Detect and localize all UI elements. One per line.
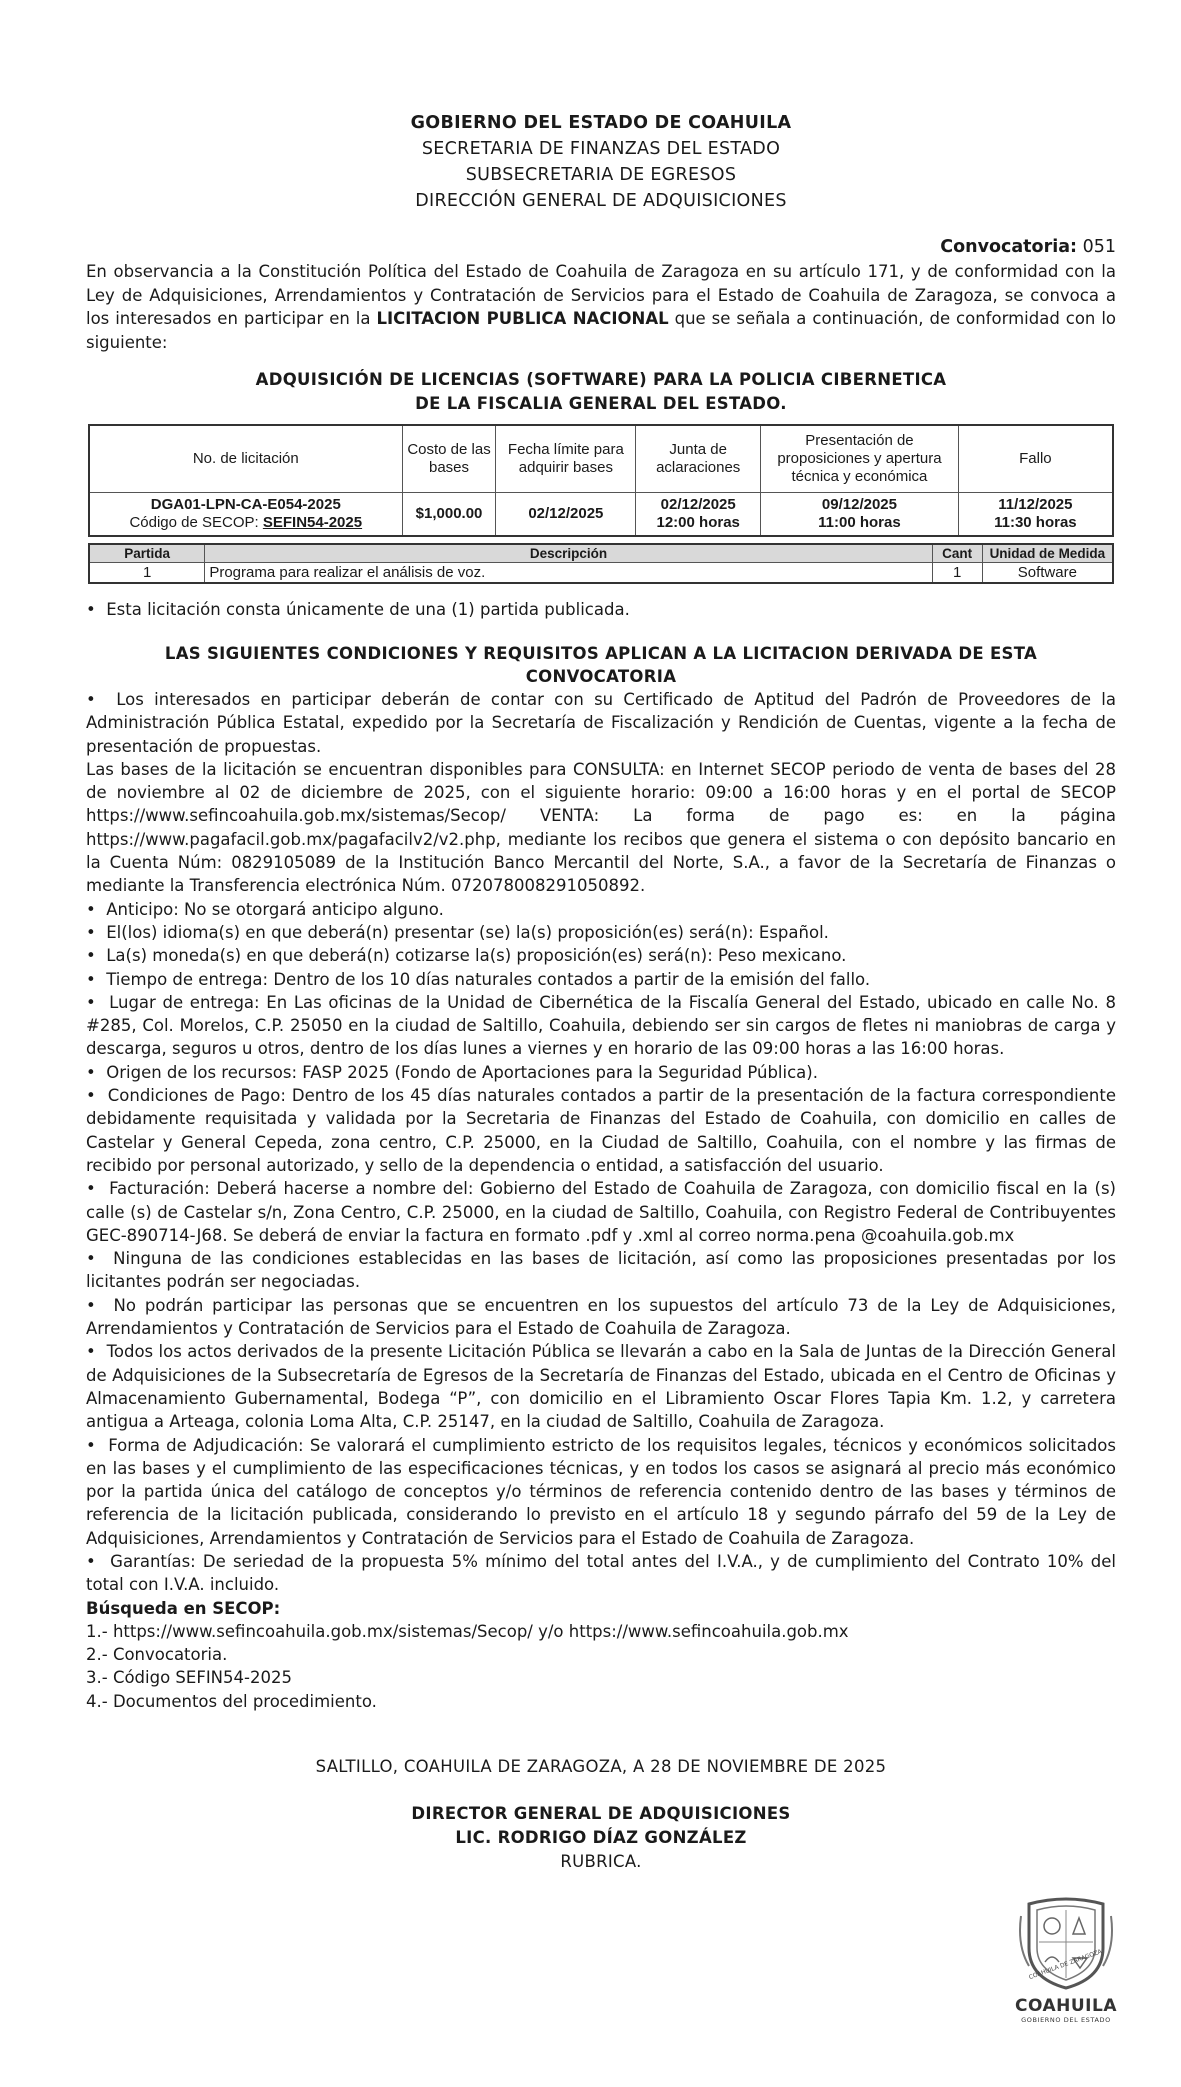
condiciones-title (86, 642, 1116, 688)
partida-descripcion: Programa para realizar el análisis de voz. (205, 563, 932, 584)
col-unidad: Unidad de Medida (982, 544, 1113, 563)
busqueda-step-2: 2.- Convocatoria. (86, 1645, 228, 1665)
objeto-line-1: ADQUISICIÓN DE LICENCIAS (SOFTWARE) PARA LA POLICIA CIBERNETICA (255, 370, 947, 389)
signature-rubrica: RUBRICA. (560, 1852, 642, 1872)
list-item: • Ninguna de las condiciones establecidas en las bases de licitación, así como las proposiciones presentadas por los licitantes podrán ser negociadas. (86, 1249, 1116, 1292)
cell-costo: $1,000.00 (402, 493, 496, 537)
condiciones-title-2: CONVOCATORIA (525, 667, 677, 686)
table-row (89, 563, 1113, 584)
list-item: • Garantías: De seriedad de la propuesta 5% mínimo del total antes del I.V.A., y de cumplimiento del Contrato 10% del total con I.V.A. incluido. (86, 1551, 1116, 1595)
licitacion-numero: DGA01-LPN-CA-E054-2025 (150, 496, 341, 513)
list-item: • Anticipo: No se otorgará anticipo alguno. (86, 899, 444, 919)
coat-of-arms-icon (1017, 1896, 1115, 1992)
col-junta: Junta de aclaraciones (636, 425, 761, 493)
condiciones-title-1: LAS SIGUIENTES CONDICIONES Y REQUISITOS APLICAN A LA LICITACION DERIVADA DE ESTA (164, 644, 1038, 663)
coahuila-logo (1006, 1896, 1126, 2026)
cell-numero (89, 493, 402, 537)
busqueda-step-4: 4.- Documentos del procedimiento. (86, 1691, 377, 1711)
cond-idioma: El(los) idioma(s) en que deberá(n) presentar (se) la(s) proposición(es) será(n): Español. (106, 922, 829, 942)
partida-cant: 1 (932, 563, 982, 584)
col-costo: Costo de las bases (402, 425, 496, 493)
cond-origen: Origen de los recursos: FASP 2025 (Fondo de Aportaciones para la Seguridad Pública). (106, 1062, 818, 1082)
convocatoria-label: Convocatoria: (940, 237, 1078, 257)
list-item: • La(s) moneda(s) en que deberá(n) cotizarse la(s) proposición(es) será(n): Peso mexicano. (86, 946, 847, 966)
licitacion-table-header (89, 425, 1113, 493)
list-item: • Origen de los recursos: FASP 2025 (Fondo de Aportaciones para la Seguridad Pública). (86, 1062, 818, 1082)
header-government: GOBIERNO DEL ESTADO DE COAHUILA (410, 113, 792, 133)
col-numero: No. de licitación (89, 425, 402, 493)
cond-adjudicacion: Forma de Adjudicación: Se valorará el cumplimiento estricto de los requisitos legales, técnicos y económicos solicitados en las bases y el cumplimiento de las especificaciones técnicas, y en todos los casos se asignará al precio más económico por la partida única del catálogo de conceptos y/o términos de referencia contenido dentro de las bases y términos de referencia de la licitación publicada, considerando lo previsto en el artículo 18 y segundo párrafo del 59 de la Ley de Adquisiciones, Arrendamientos y Contratación de Servicios para el Estado de Coahuila de Zaragoza. (86, 1435, 1116, 1548)
cond-moneda: La(s) moneda(s) en que deberá(n) cotizarse la(s) proposición(es) será(n): Peso mexicano. (106, 946, 847, 966)
presentacion-hora: 11:00 horas (818, 514, 901, 531)
list-item (86, 758, 1116, 898)
presentacion-fecha: 09/12/2025 (821, 496, 897, 513)
intro-text-2: que se señala a continuación, de conformidad con lo siguiente: (86, 309, 1117, 352)
logo-seal-text: COAHUILA DE ZARAGOZA (1028, 1948, 1103, 1982)
signature-nombre: LIC. RODRIGO DÍAZ GONZÁLEZ (455, 1828, 747, 1848)
busqueda-secop (86, 1597, 1116, 1713)
cond-lugar: Lugar de entrega: En Las oficinas de la Unidad de Cibernética de la Fiscalía General del Estado, ubicado en calle No. 8 #285, Col. Morelos, C.P. 25050 en la ciudad de Saltillo, Coahuila, debiendo ser sin cargos de fletes ni maniobras de carga y descarga, seguros u otros, dentro de los días lunes a viernes y en horario de las 09:00 horas a las 16:00 horas. (86, 992, 1116, 1059)
junta-fecha: 02/12/2025 (660, 496, 736, 513)
cond-facturacion: Facturación: Deberá hacerse a nombre del: Gobierno del Estado de Coahuila de Zaragoza, con domicilio fiscal en la (s) calle (s) de Castelar s/n, Zona Centro, C.P. 25000, en la ciudad de Saltillo, Coahuila, con Registro Federal de Contribuyentes GEC-890714-J68. Se deberá de enviar la factura en formato .pdf y .xml al correo norma.pena @coahuila.gob.mx (86, 1179, 1116, 1245)
codigo-label: Código de SECOP: (129, 514, 263, 531)
list-item: • Los interesados en participar deberán de contar con su Certificado de Aptitud del Padrón de Proveedores de la Administración Pública Estatal, expedido por la Secretaría de Fiscalización y Rendición de Cuentas, vigente a la fecha de presentación de propuestas. (86, 690, 1116, 756)
intro-paragraph (86, 260, 1116, 354)
intro-bold: LICITACION PUBLICA NACIONAL (376, 309, 669, 328)
col-cant: Cant (932, 544, 982, 563)
fallo-fecha: 11/12/2025 (998, 496, 1073, 513)
junta-hora: 12:00 horas (656, 514, 740, 531)
col-partida: Partida (89, 544, 205, 563)
partidas-table (88, 543, 1114, 584)
list-item: • El(los) idioma(s) en que deberá(n) presentar (se) la(s) proposición(es) será(n): Español. (86, 922, 829, 942)
busqueda-title: Búsqueda en SECOP: (86, 1598, 281, 1618)
col-descripcion: Descripción (205, 544, 932, 563)
col-presentacion: Presentación de proposiciones y apertura técnica y económica (761, 425, 959, 493)
cond-articulo73: No podrán participar las personas que se encuentren en los supuestos del artículo 73 de la Ley de Adquisiciones, Arrendamientos y Contratación de Servicios para el Estado de Coahuila de Zaragoza. (86, 1295, 1116, 1339)
partidas-header (89, 544, 1113, 563)
cond-bases: Las bases de la licitación se encuentran disponibles para CONSULTA: en Internet SECOP periodo de venta de bases del 28 de noviembre al 02 de diciembre de 2025, con el siguiente horario: 09:00 a 16:00 horas y en el portal de SECOP https://www.sefincoahuila.gob.mx/sistemas/Secop/ VENTA: La forma de pago es: en la página https://www.pagafacil.gob.mx/pagafacilv2/v2.php, mediante los recibos que genera el sistema o con depósito bancario en la Cuenta Núm: 0829105089 de la Institución Banco Mercantil del Norte, S.A., a favor de la Secretaría de Finanzas o mediante la Transferencia electrónica Núm. 072078008291050892. (86, 759, 1116, 896)
partida-unidad: Software (982, 563, 1113, 584)
cond-garantias: Garantías: De seriedad de la propuesta 5% mínimo del total antes del I.V.A., y de cumplimiento del Contrato 10% del total con I.V.A. incluido. (86, 1551, 1116, 1595)
cond-negociacion: Ninguna de las condiciones establecidas en las bases de licitación, así como las proposiciones presentadas por los licitantes podrán ser negociadas. (86, 1249, 1116, 1292)
cell-fallo (958, 493, 1113, 537)
condiciones-list (86, 688, 1116, 1597)
document-header (86, 110, 1116, 214)
busqueda-step-3: 3.- Código SEFIN54-2025 (86, 1668, 292, 1688)
col-fallo: Fallo (958, 425, 1113, 493)
cond-actos: Todos los actos derivados de la presente Licitación Pública se llevarán a cabo en la Sala de Juntas de la Dirección General de Adquisiciones de la Subsecretaría de Egresos de la Secretaría de Finanzas del Estado, ubicada en el Centro de Oficinas y Almacenamiento Gubernamental, Bodega “P”, con domicilio en el Libramiento Oscar Flores Tapia Km. 1.2, y carretera antigua a Arteaga, colonia Loma Alta, C.P. 25147, en la ciudad de Saltillo, Coahuila de Zaragoza. (86, 1342, 1116, 1432)
objeto-line-2: DE LA FISCALIA GENERAL DEL ESTADO. (415, 394, 787, 413)
list-item: • Todos los actos derivados de la presente Licitación Pública se llevarán a cabo en la Sala de Juntas de la Dirección General de Adquisiciones de la Subsecretaría de Egresos de la Secretaría de Finanzas del Estado, ubicada en el Centro de Oficinas y Almacenamiento Gubernamental, Bodega “P”, con domicilio en el Libramiento Oscar Flores Tapia Km. 1.2, y carretera antigua a Arteaga, colonia Loma Alta, C.P. 25147, en la ciudad de Saltillo, Coahuila de Zaragoza. (86, 1342, 1116, 1432)
logo-name: COAHUILA (1015, 1996, 1117, 2016)
list-item: • Forma de Adjudicación: Se valorará el cumplimiento estricto de los requisitos legales, técnicos y económicos solicitados en las bases y el cumplimiento de las especificaciones técnicas, y en todos los casos se asignará al precio más económico por la partida única del catálogo de conceptos y/o términos de referencia contenido dentro de las bases y términos de referencia de la licitación publicada, considerando lo previsto en el artículo 18 y segundo párrafo del 59 de la Ley de Adquisiciones, Arrendamientos y Contratación de Servicios para el Estado de Coahuila de Zaragoza. (86, 1435, 1116, 1548)
cell-junta (636, 493, 761, 537)
nota-partida: • Esta licitación consta únicamente de una (1) partida publicada. (86, 600, 630, 619)
cond-anticipo: Anticipo: No se otorgará anticipo alguno. (106, 899, 444, 919)
list-item: • Lugar de entrega: En Las oficinas de la Unidad de Cibernética de la Fiscalía General del Estado, ubicado en calle No. 8 #285, Col. Morelos, C.P. 25050 en la ciudad de Saltillo, Coahuila, debiendo ser sin cargos de fletes ni maniobras de carga y descarga, seguros u otros, dentro de los días lunes a viernes y en horario de las 09:00 horas a las 16:00 horas. (86, 992, 1116, 1059)
convocatoria-document (86, 110, 1116, 1874)
cell-fecha-limite: 02/12/2025 (496, 493, 636, 537)
col-fecha-limite: Fecha límite para adquirir bases (496, 425, 636, 493)
list-item: • No podrán participar las personas que se encuentren en los supuestos del artículo 73 de la Ley de Adquisiciones, Arrendamientos y Contratación de Servicios para el Estado de Coahuila de Zaragoza. (86, 1295, 1116, 1339)
signature-block (86, 1802, 1116, 1874)
nota-partida-text: Esta licitación consta únicamente de una (1) partida publicada. (106, 600, 630, 619)
fecha-lugar: SALTILLO, COAHUILA DE ZARAGOZA, A 28 DE NOVIEMBRE DE 2025 (315, 1757, 887, 1777)
licitacion-table-row (89, 493, 1113, 537)
logo-subtitle: GOBIERNO DEL ESTADO (1021, 2016, 1111, 2024)
licitacion-table (88, 424, 1114, 537)
header-secretaria: SECRETARIA DE FINANZAS DEL ESTADO (421, 139, 781, 159)
fallo-hora: 11:30 horas (994, 514, 1077, 531)
cond-tiempo: Tiempo de entrega: Dentro de los 10 días naturales contados a partir de la emisión del fallo. (106, 969, 871, 989)
list-item: • Condiciones de Pago: Dentro de los 45 días naturales contados a partir de la presentación de la factura correspondiente debidamente requisitada y validada por la Secretaria de Finanzas del Estado de Coahuila, con domicilio en calles de Castelar y General Cepeda, zona centro, C.P. 25000, en la Ciudad de Saltillo, Coahuila, con el nombre y las firmas de recibido por personal autorizado, y sello de la dependencia o entidad, a satisfacción del usuario. (86, 1086, 1116, 1175)
header-subsecretaria: SUBSECRETARIA DE EGRESOS (465, 165, 737, 185)
list-item: • Tiempo de entrega: Dentro de los 10 días naturales contados a partir de la emisión del fallo. (86, 969, 871, 989)
header-direccion: DIRECCIÓN GENERAL DE ADQUISICIONES (415, 191, 787, 211)
partida-numero: 1 (89, 563, 205, 584)
convocatoria-value: 051 (1082, 237, 1116, 257)
cond-certificado: Los interesados en participar deberán de contar con su Certificado de Aptitud del Padrón de Proveedores de la Administración Pública Estatal, expedido por la Secretaría de Fiscalización y Rendición de Cuentas, vigente a la fecha de presentación de propuestas. (86, 690, 1116, 756)
intro-text-1: En observancia a la Constitución Política del Estado de Coahuila de Zaragoza en su artículo 171, y de conformidad con la Ley de Adquisiciones, Arrendamientos y Contratación de Servicios para el Estado de Coahuila de Zaragoza, se convoca a los interesados en participar en la (86, 262, 1116, 328)
cond-pago: Condiciones de Pago: Dentro de los 45 días naturales contados a partir de la presentación de la factura correspondiente debidamente requisitada y validada por la Secretaria de Finanzas del Estado de Coahuila, con domicilio en calles de Castelar y General Cepeda, zona centro, C.P. 25000, en la Ciudad de Saltillo, Coahuila, con el nombre y las firmas de recibido por personal autorizado, y sello de la dependencia o entidad, a satisfacción del usuario. (86, 1086, 1116, 1175)
busqueda-step-1: 1.- https://www.sefincoahuila.gob.mx/sistemas/Secop/ y/o https://www.sefincoahuila.gob.mx (86, 1621, 849, 1641)
cell-presentacion (761, 493, 959, 537)
objeto-title (86, 368, 1116, 416)
signature-cargo: DIRECTOR GENERAL DE ADQUISICIONES (411, 1804, 791, 1824)
list-item: • Facturación: Deberá hacerse a nombre del: Gobierno del Estado de Coahuila de Zaragoza, con domicilio fiscal en la (s) calle (s) de Castelar s/n, Zona Centro, C.P. 25000, en la ciudad de Saltillo, Coahuila, con Registro Federal de Contribuyentes GEC-890714-J68. Se deberá de enviar la factura en formato .pdf y .xml al correo norma.pena @coahuila.gob.mx (86, 1179, 1116, 1245)
convocatoria-number (86, 234, 1116, 260)
codigo-secop: SEFIN54-2025 (262, 514, 363, 531)
